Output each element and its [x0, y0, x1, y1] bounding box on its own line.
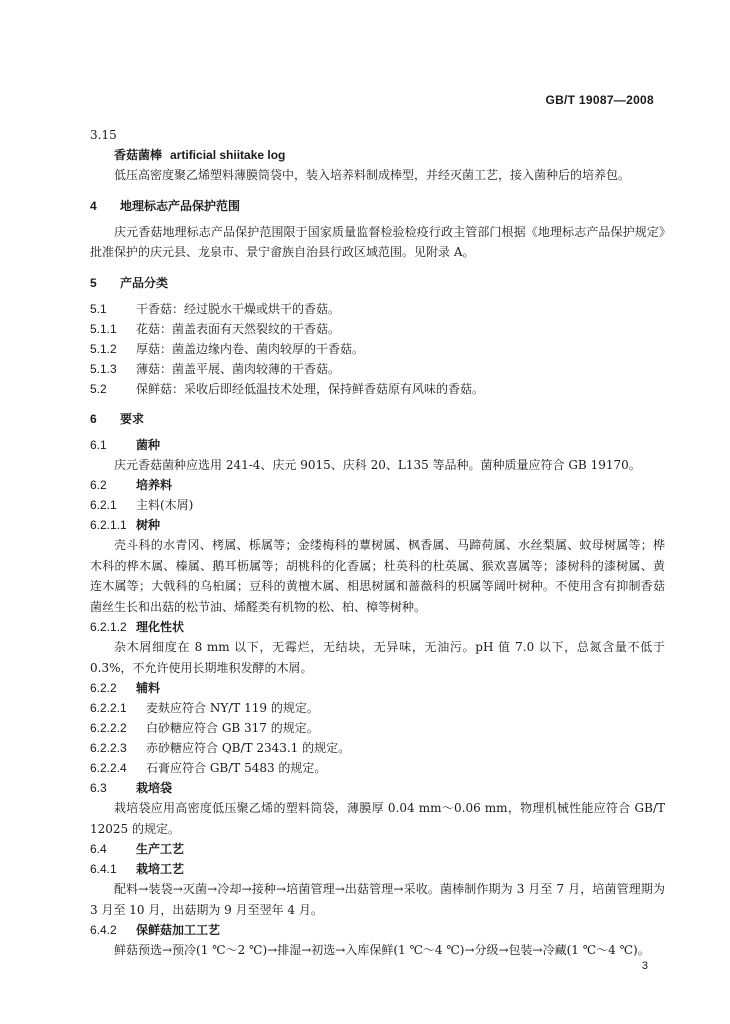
subsection-heading: 6.2.1.2 理化性状	[90, 620, 185, 634]
document-code: GB/T 19087—2008	[545, 93, 654, 107]
subsection-heading: 6.3 栽培袋	[90, 781, 173, 795]
subsection-heading: 6.2.2 辅料	[90, 681, 161, 695]
list-item: 6.2.2.4 石膏应符合 GB/T 5483 的规定。	[90, 761, 327, 775]
term-number: 3.15	[90, 128, 117, 142]
subsection-text: 庆元香菇菌种应选用 241-4、庆元 9015、庆科 20、L135 等品种。菌种质量应符合 GB 19170。	[114, 457, 641, 472]
section-number: 5	[90, 275, 97, 290]
list-item: 6.2.2.3 赤砂糖应符合 QB/T 2343.1 的规定。	[90, 741, 351, 755]
term-heading	[90, 145, 665, 165]
subsection-heading: 6.2 培养料	[90, 478, 173, 492]
list-item: 5.1 干香菇：经过脱水干燥或烘干的香菇。	[90, 301, 341, 316]
section-4-heading	[90, 196, 665, 216]
section-6-heading	[90, 409, 665, 429]
section-title: 产品分类	[120, 275, 169, 290]
list-item: 6.2.2.2 白砂糖应符合 GB 317 的规定。	[90, 721, 319, 735]
page-number: 3	[641, 960, 648, 972]
subsection-text: 杂木屑细度在 8 mm 以下，无霉烂，无结块，无异味，无油污。pH 值 7.0 以下，总氮含量不低于 0.3%，不允许使用长期堆积发酵的木屑。	[90, 640, 665, 675]
section-title: 地理标志产品保护范围	[120, 198, 241, 213]
subsection-text: 栽培袋应用高密度低压聚乙烯的塑料筒袋，薄膜厚 0.04 mm～0.06 mm，物理机械性能应符合 GB/T 12025 的规定。	[90, 801, 665, 836]
subsection-heading: 6.4.2 保鲜菇加工工艺	[90, 923, 221, 937]
term-en: artificial shiitake log	[170, 148, 286, 162]
section-4-text: 庆元香菇地理标志产品保护范围限于国家质量监督检验检疫行政主管部门根据《地理标志产品保护规定》批准保护的庆元县、龙泉市、景宁畲族自治县行政区域范围。见附录 A。	[90, 224, 665, 259]
subsection-text: 鲜菇预选→预冷(1 ℃～2 ℃)→排湿→初选→入库保鲜(1 ℃～4 ℃)→分级→包装→冷藏(1 ℃～4 ℃)。	[114, 943, 650, 957]
section-title: 要求	[120, 411, 145, 426]
section-number: 6	[90, 411, 97, 426]
list-item: 5.1.2 厚菇：菌盖边缘内卷、菌肉较厚的干香菇。	[90, 341, 365, 356]
subsection-heading: 6.2.1.1 树种	[90, 518, 161, 532]
section-number: 4	[90, 198, 97, 213]
subsection-text: 配料→装袋→灭菌→冷却→接种→培菌管理→出菇管理→采收。菌棒制作期为 3 月至 7 月，培菌管理期为 3 月至 10 月，出菇期为 9 月至翌年 4 月。	[90, 882, 665, 917]
list-item: 5.1.3 薄菇：菌盖平展、菌肉较薄的干香菇。	[90, 361, 341, 376]
term-definition: 低压高密度聚乙烯塑料薄膜筒袋中，装入培养料制成棒型，并经灭菌工艺，接入菌种后的培养包。	[114, 168, 631, 182]
section-5-heading	[90, 273, 665, 293]
subsection-heading: 6.2.1 主料(木屑)	[90, 498, 194, 512]
list-item: 5.1.1 花菇：菌盖表面有天然裂纹的干香菇。	[90, 321, 341, 336]
list-item: 6.2.2.1 麦麸应符合 NY/T 119 的规定。	[90, 701, 319, 715]
list-item: 5.2 保鲜菇：采收后即经低温技术处理，保持鲜香菇原有风味的香菇。	[90, 381, 485, 396]
term-cn: 香菇菌棒	[114, 148, 163, 162]
document-body	[90, 125, 665, 961]
subsection-heading: 6.4 生产工艺	[90, 842, 185, 856]
subsection-text: 壳斗科的水青冈、栲属、栎属等；金缕梅科的蕈树属、枫香属、马蹄荷属、水丝梨属、蚊母树属等；桦木科的桦木属、榛属、鹅耳枥属等；胡桃科的化香属；杜英科的杜英属、猴欢喜属等；漆树科的漆树属、黄连木属等；大戟科的乌桕属；豆科的黄檀木属、相思树属和蔷薇科的枳属等阔叶树种。不使用含有抑制香菇菌丝生长和出菇的松节油、烯醛类有机物的松、柏、樟等树种。	[90, 538, 665, 614]
subsection-heading: 6.4.1 栽培工艺	[90, 862, 185, 876]
subsection-heading: 6.1 菌种	[90, 437, 161, 452]
